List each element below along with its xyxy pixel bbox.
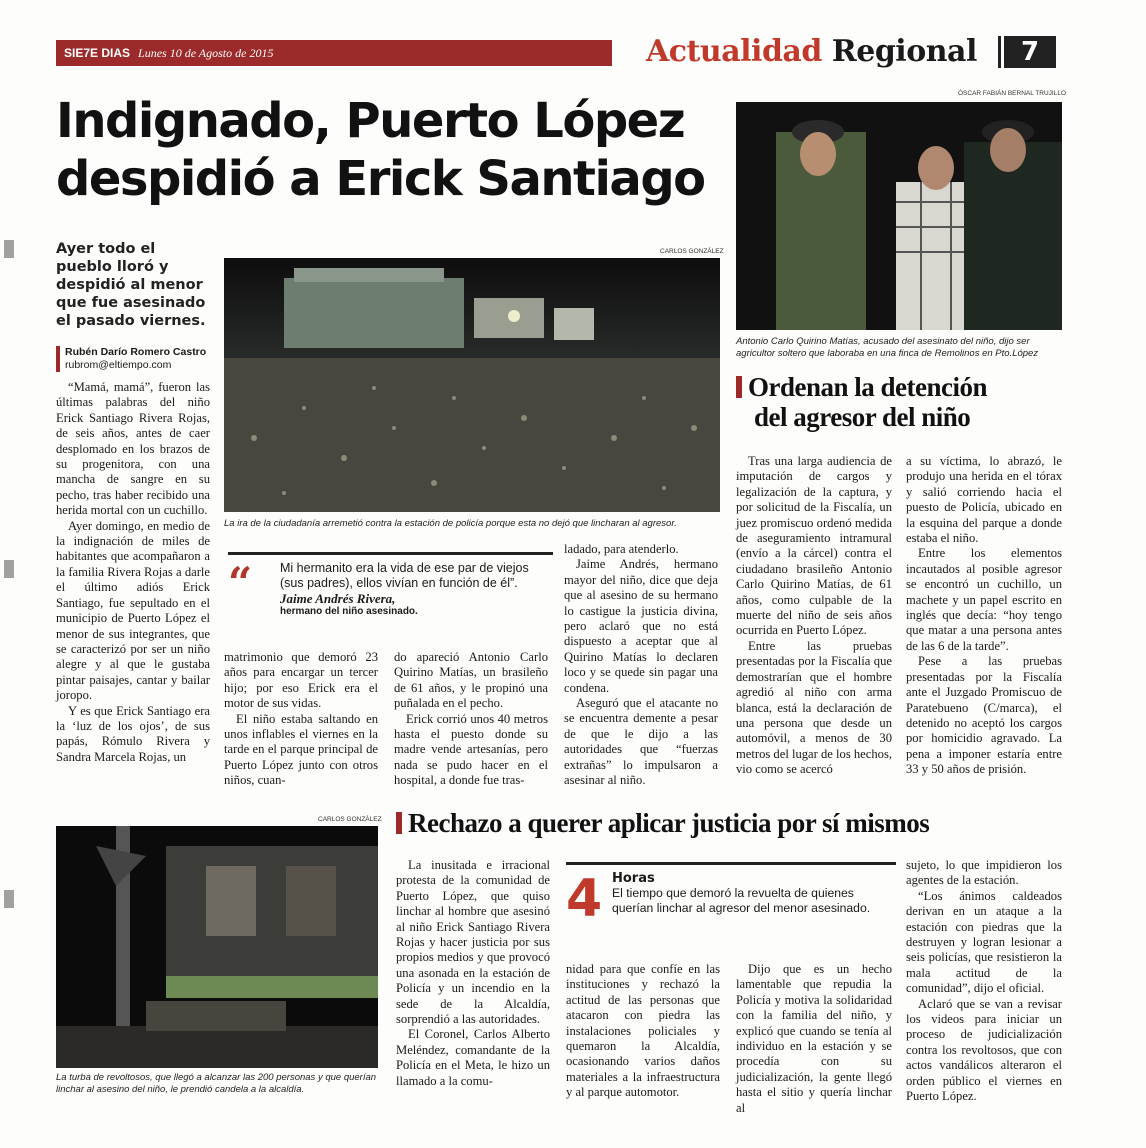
paragraph: nidad para que confíe en las instituciones y rechazó la actitud de las personas que atacaron con piedra las instalaciones policiales y quemaron la Alcaldía, ocasionando varios daños materiales a la infraestructura y al parque automotor. — [566, 962, 720, 1100]
paragraph: Entre las pruebas presentadas por la Fiscalía que demostrarían que el hombre agredió al niño con arma blanca, está la declaración de una persona que desde un automóvil, a menos de 30 metros del lugar de los hechos, vio como se acercó — [736, 638, 892, 777]
headline-line: Indignado, Puerto López — [56, 93, 685, 149]
main-article-col2 — [224, 650, 378, 789]
quote-mark-icon: “ — [228, 558, 253, 607]
paragraph: matrimonio que demoró 23 años para encargar un tercer hijo; por eso Erick era el motor de sus vidas. — [224, 650, 378, 711]
headline-marker — [736, 376, 742, 398]
section-title-b: Regional — [831, 34, 977, 69]
rejection-col2 — [566, 962, 720, 1101]
headline-line: despidió a Erick Santiago — [56, 151, 705, 207]
paragraph: La inusitada e irracional protesta de la comunidad de Puerto López, que quiso linchar al hombre que asesinó al niño Erick Santiago Rivera Rojas y hacer justicia por sus propios medios y que provocó una asonada en la estación de Policía y un incendio en la sede de la Alcaldía, sorprendió a las autoridades. — [396, 858, 550, 1027]
rejection-col3 — [736, 962, 892, 1116]
fact-number: 4 — [566, 869, 603, 929]
paragraph: Pese a las pruebas presentadas por la Fiscalía ante el Juzgado Promiscuo de Paratebueno (C/marca), el detenido no aceptó los cargos por homicidio agravado. La pena a imponer estaría entre 33 y 50 años de prisión. — [906, 654, 1062, 777]
paragraph: Aseguró que el atacante no se encuentra demente a pesar de que le dijo a las autoridades que “fuerzas extrañas” lo impulsaron a asesinar al niño. — [564, 696, 718, 788]
paragraph: ladado, para atenderlo. — [564, 542, 679, 556]
paragraph: Erick corrió unos 40 metros hasta el puesto donde su madre vende artesanías, pero nada se pudo hacer en el hospital, a donde fue tras- — [394, 711, 548, 788]
fact-text: El tiempo que demoró la revuelta de quienes querían linchar al agresor del menor asesinado. — [612, 886, 871, 915]
paragraph: Aclaró que se van a revisar los videos para iniciar un proceso de judicialización contra los revoltosos, que con actos vandálicos alteraron el orden público el viernes en Puerto López. — [906, 996, 1062, 1104]
paragraph: “Los ánimos caldeados derivan en un ataque a la estación con piedras que la destruyen y logran lesionar a seis policías, que resistieron la mala actitud de la comunidad”, dijo el oficial. — [906, 888, 1062, 996]
headline-text: del agresor del niño — [754, 402, 971, 432]
rejection-col1 — [396, 858, 550, 1089]
photo-credit: CARLOS GONZÁLEZ — [318, 816, 382, 823]
quote-role: hermano del niño asesinado. — [280, 606, 418, 617]
suspect-photo-caption: Antonio Carlo Quirino Matías, acusado del asesinato del niño, dijo ser agricultor soltero que laboraba en una finca de Remolinos en Pto.López — [736, 336, 1039, 359]
section-title — [646, 34, 977, 69]
headline-line — [736, 402, 1066, 432]
issue-date: Lunes 10 de Agosto de 2015 — [138, 45, 274, 60]
paragraph: El niño estaba saltando en unos inflables el viernes en la tarde en el parque principal de Puerto López junto con otros niños, cuan- — [224, 711, 378, 788]
author-email: rubrom@eltiempo.com — [65, 359, 172, 371]
detention-headline — [736, 372, 1066, 432]
section-tag: SIE7E DIAS — [64, 46, 131, 60]
detention-col2 — [906, 454, 1062, 778]
page-number: 7 — [1004, 36, 1056, 68]
rejection-headline — [396, 808, 1066, 838]
burned-building-photo — [56, 826, 378, 1068]
article-lead: Ayer todo el pueblo lloró y despidió al menor que fue asesinado el pasado viernes. — [56, 241, 206, 329]
headline-text: Rechazo a querer aplicar justicia por sí mismos — [408, 808, 930, 838]
main-article-col4 — [564, 542, 718, 789]
pull-quote — [228, 552, 553, 617]
paragraph: “Mamá, mamá”, fueron las últimas palabras del niño Erick Santiago Rivera Rojas, de seis años, antes de caer desplomado en los brazos de su progenitora, con una mancha de sangre en su pecho, tras haber recibido una herida mortal con un cuchillo. — [56, 380, 210, 518]
photo-credit: ÓSCAR FABIÁN BERNAL TRUJILLO — [958, 90, 1067, 97]
fact-box — [566, 862, 896, 929]
section-title-a: Actualidad — [646, 34, 822, 69]
paragraph: Jaime Andrés, hermano mayor del niño, dice que deja que al asesino de su hermano lo castigue la justicia divina, pero aclaró que no está dispuesto a aceptar que al Quirino Matías lo declaren loco y se quede sin pagar una condena. — [564, 557, 718, 695]
main-headline — [56, 92, 716, 208]
paragraph: Ayer domingo, en medio de la indignación de miles de habitantes que acompañaron a la familia Rivera Rojas a darle el último adiós Erick Santiago, fue sepultado en el municipio de Puerto López el menor de sus integrantes, que se caracterizó por ser un niño alegre y al que le gustaba pintar paisajes, cantar y bailar joropo. — [56, 518, 210, 703]
paragraph: a su víctima, lo abrazó, le produjo una herida en el tórax y salió corriendo hacia el puesto de Policía, ubicado en la esquina del parque a donde estaba el niño. — [906, 454, 1062, 546]
headline-line — [736, 372, 1066, 402]
burned-building-caption: La turba de revoltosos, que llegó a alcanzar las 200 personas y que querían linchar al asesino del niño, le prendió candela a la alcaldía. — [56, 1072, 377, 1095]
paragraph: El Coronel, Carlos Alberto Meléndez, comandante de la Policía en el Meta, le hizo un llamado a la comu- — [396, 1027, 550, 1088]
main-article-col3 — [394, 650, 548, 789]
headline-text: Ordenan la detención — [748, 372, 988, 402]
suspect-arrest-photo — [736, 102, 1062, 330]
photo-credit: CARLOS GONZÁLEZ — [660, 248, 724, 255]
quote-text: Mi hermanito era la vida de ese par de viejos (sus padres), ellos vivían en función de él”. — [280, 561, 529, 590]
byline — [56, 346, 206, 372]
paragraph: do apareció Antonio Carlo Quirino Matías, un brasileño de 61 años, y le propinó una puñalada en el pecho. — [394, 650, 548, 711]
paragraph: Tras una larga audiencia de imputación de cargos y legalización de la captura, y por solicitud de la Fiscalía, un juez promiscuo ordenó medida de aseguramiento intramural (envío a la cárcel) contra el ciudadano brasileño Antonio Carlo Quirino Matías, de 61 años, como culpable de la muerte del niño de seis años ocurrida en Puerto López. — [736, 454, 892, 638]
scan-edge-mark — [4, 240, 14, 258]
rejection-col4 — [906, 858, 1062, 1105]
section-header-bar — [56, 40, 612, 66]
scan-edge-mark — [4, 890, 14, 908]
quote-author: Jaime Andrés Rivera, — [280, 591, 396, 606]
fact-label: Horas — [612, 871, 655, 886]
headline-marker — [396, 812, 402, 834]
paragraph: Y es que Erick Santiago era la ‘luz de los ojos’, de sus papás, Rómulo Rivera y Sandra Marcela Rojas, un — [56, 703, 210, 764]
scan-edge-mark — [4, 560, 14, 578]
paragraph: sujeto, lo que impidieron los agentes de la estación. — [906, 858, 1062, 888]
main-article-col1 — [56, 380, 210, 765]
main-photo-caption: La ira de la ciudadanía arremetió contra la estación de policía porque esta no dejó que lincharan al agresor. — [224, 518, 677, 529]
paragraph: Dijo que es un hecho lamentable que repudia la Policía y motiva la solidaridad con la familia del niño, y explicó que cuando se tenía al individuo en la estación y se procedía con su judicialización, la gente llegó hasta el sitio y quería linchar al — [736, 962, 892, 1115]
author-name: Rubén Darío Romero Castro — [65, 346, 207, 358]
detention-col1 — [736, 454, 892, 778]
police-station-photo — [224, 258, 720, 512]
paragraph: Entre los elementos incautados al posible agresor se encontró un cuchillo, un machete y un papel escrito en inglés que decía: “hoy tengo que matar a una persona antes de las 6 de la tarde”. — [906, 546, 1062, 653]
